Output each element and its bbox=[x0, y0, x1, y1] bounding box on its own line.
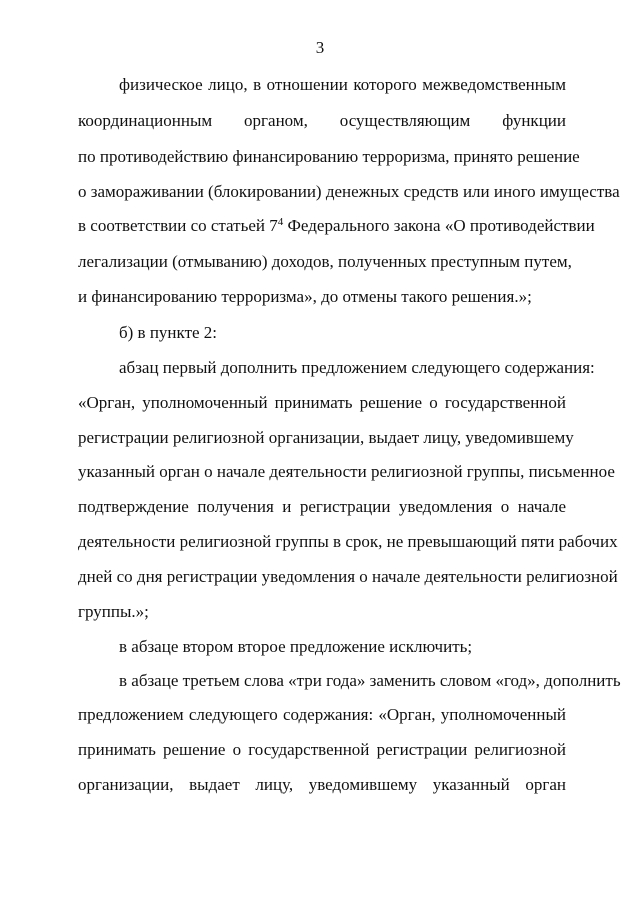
text-line-with-superscript bbox=[78, 216, 595, 236]
text-fragment: Федерального закона «О противодействии bbox=[283, 216, 595, 235]
text-line: предложением следующего содержания: «Орган, уполномоченный bbox=[78, 705, 566, 724]
page-number: 3 bbox=[315, 38, 325, 57]
text-line: легализации (отмыванию) доходов, полученных преступным путем, bbox=[78, 252, 572, 271]
text-line: о замораживании (блокировании) денежных средств или иного имущества bbox=[78, 182, 620, 201]
text-line: дней со дня регистрации уведомления о начале деятельности религиозной bbox=[78, 567, 618, 586]
text-line: и финансированию терроризма», до отмены такого решения.»; bbox=[78, 287, 532, 306]
text-line: подтверждение получения и регистрации уведомления о начале bbox=[78, 497, 566, 516]
superscript: 4 bbox=[277, 216, 284, 228]
text-line: б) в пункте 2: bbox=[119, 323, 218, 342]
text-fragment: в соответствии со статьей 7 bbox=[78, 216, 278, 235]
text-line: деятельности религиозной группы в срок, не превышающий пяти рабочих bbox=[78, 532, 618, 551]
text-line: координационным органом, осуществляющим функции bbox=[78, 111, 566, 130]
text-line: принимать решение о государственной регистрации религиозной bbox=[78, 740, 566, 759]
text-line: организации, выдает лицу, уведомившему указанный орган bbox=[78, 775, 566, 794]
text-line: группы.»; bbox=[78, 602, 149, 621]
text-line: в абзаце втором второе предложение исключить; bbox=[119, 637, 473, 656]
text-line: указанный орган о начале деятельности религиозной группы, письменное bbox=[78, 462, 615, 481]
text-line: абзац первый дополнить предложением следующего содержания: bbox=[119, 358, 595, 377]
text-line: физическое лицо, в отношении которого межведомственным bbox=[119, 75, 566, 94]
text-line: в абзаце третьем слова «три года» заменить словом «год», дополнить bbox=[119, 671, 621, 690]
text-line: регистрации религиозной организации, выдает лицу, уведомившему bbox=[78, 428, 574, 447]
text-line: «Орган, уполномоченный принимать решение о государственной bbox=[78, 393, 566, 412]
text-line: по противодействию финансированию терроризма, принято решение bbox=[78, 147, 580, 166]
